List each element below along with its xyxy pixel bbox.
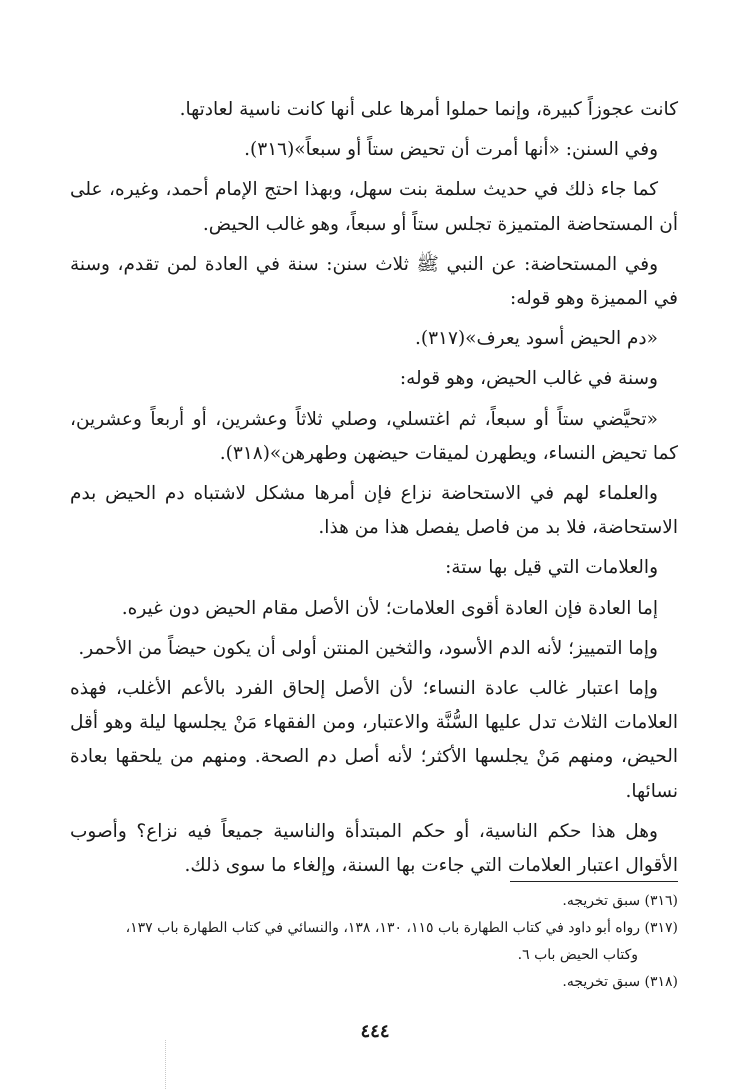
footnote-316: (٣١٦) سبق تخريجه. (562, 893, 678, 909)
paragraph-13: وهل هذا حكم الناسية، أو حكم المبتدأة والناسية جميعاً فيه نزاع؟ وأصوب الأقوال اعتبار العلامات التي جاءت بها السنة، وإلغاء ما سوى ذلك. (70, 820, 678, 877)
paragraph-2: وفي السنن: «أنها أمرت أن تحيض ستاً أو سبعاً»(٣١٦). (244, 139, 658, 161)
paragraph-5: «دم الحيض أسود يعرف»(٣١٧). (415, 328, 658, 350)
paragraph-7: «تحيَّضي ستاً أو سبعاً، ثم اغتسلي، وصلي ثلاثاً وعشرين، أو أربعاً وعشرين، كما تحيض النساء، ويطهرن لميقات حيضهن وطهرهن»(٣١٨). (70, 408, 678, 464)
paragraph-4: وفي المستحاضة: عن النبي ﷺ ثلاث سنن: سنة في العادة لمن تقدم، وسنة في المميزة وهو قوله: (70, 253, 678, 310)
paragraph-11: وإما التمييز؛ لأنه الدم الأسود، والثخين المنتن أولى أن يكون حيضاً من الأحمر. (78, 637, 658, 659)
paragraph-6: وسنة في غالب الحيض، وهو قوله: (399, 368, 658, 390)
page-number: ٤٤٤ (360, 1021, 390, 1042)
footnote-317-continued: وكتاب الحيض باب ٦. (517, 947, 638, 963)
footnote-317: (٣١٧) رواه أبو داود في كتاب الطهارة باب ١١٥، ١٣٠، ١٣٨، والنسائي في كتاب الطهارة باب ١٣٧، (125, 920, 678, 936)
footnote-separator (510, 881, 678, 882)
footnote-318: (٣١٨) سبق تخريجه. (562, 974, 678, 990)
paragraph-1: كانت عجوزاً كبيرة، وإنما حملوا أمرها على أنها كانت ناسية لعادتها. (179, 99, 678, 120)
paragraph-9: والعلامات التي قيل بها ستة: (445, 557, 658, 579)
paragraph-3: كما جاء ذلك في حديث سلمة بنت سهل، وبهذا احتج الإمام أحمد، وغيره، على أن المستحاضة المتميزة تجلس ستاً أو سبعاً، وهو غالب الحيض. (70, 179, 678, 235)
paragraph-10: إما العادة فإن العادة أقوى العلامات؛ لأن الأصل مقام الحيض دون غيره. (121, 597, 658, 619)
footnotes (70, 888, 678, 996)
paragraph-12: وإما اعتبار غالب عادة النساء؛ لأن الأصل إلحاق الفرد بالأعم الأغلب، فهذه العلامات الثلاث تدل عليها السُّنَّة والاعتبار، ومن الفقهاء مَنْ يجلسها ليلة وهو أقل الحيض، ومنهم مَنْ يجلسها الأكثر؛ لأنه أصل دم الصحة. ومنهم من يلحقها بعادة نسائها. (70, 678, 678, 802)
scan-gutter-line (165, 1040, 167, 1089)
paragraph-8: والعلماء لهم في الاستحاضة نزاع فإن أمرها مشكل لاشتباه دم الحيض بدم الاستحاضة، فلا بد من فاصل يفصل هذا من هذا. (70, 483, 678, 539)
main-text (70, 93, 678, 889)
